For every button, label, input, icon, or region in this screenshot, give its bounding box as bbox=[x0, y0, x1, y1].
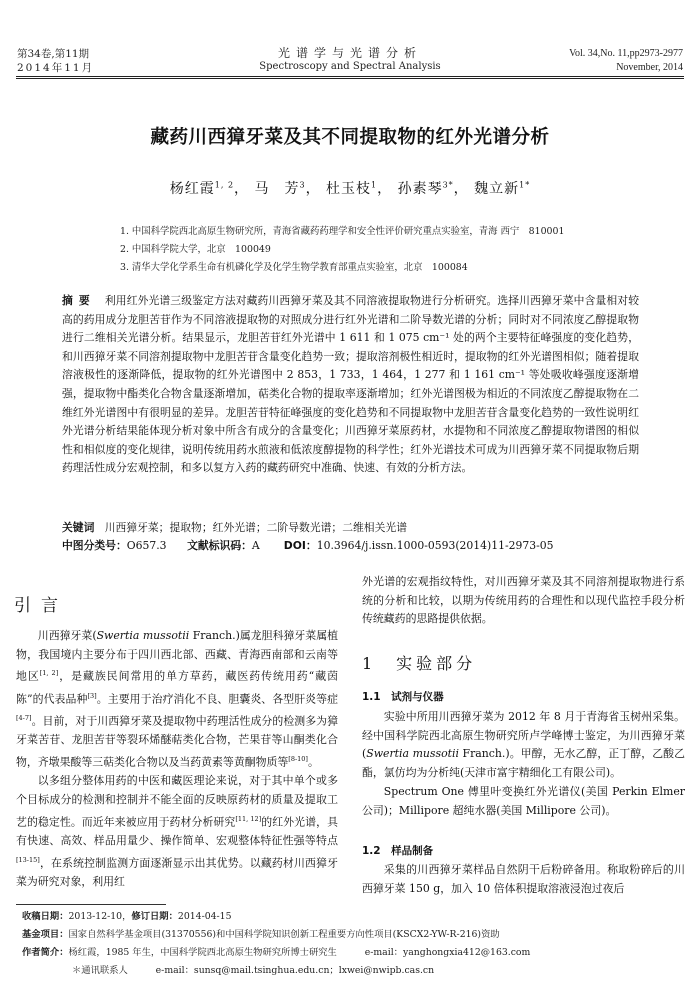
citation: [11, 12] bbox=[235, 814, 262, 823]
affiliation: 1. 中国科学院西北高原生物研究所，青海省藏药药理学和安全性评价研究重点实验室，青海 西宁 810001 bbox=[120, 226, 565, 237]
keywords-text: 川西獐牙菜；提取物；红外光谱；二阶导数光谱；二维相关光谱 bbox=[104, 521, 407, 534]
keywords-label: 关键词 bbox=[62, 521, 95, 534]
issue-date: 2014年11月 bbox=[17, 62, 95, 74]
citation: [3] bbox=[87, 691, 97, 700]
abstract-label: 摘要 bbox=[62, 294, 96, 307]
intro-heading: 引言 bbox=[14, 596, 68, 616]
sample-prep-text: 采集的川西獐牙菜样品自然阴干后粉碎备用。称取粉碎后的川西獐牙菜 150 g，加入 10 倍体积提取溶液浸泡过夜后 bbox=[362, 863, 685, 895]
section-heading: 1 实验部分 bbox=[362, 654, 477, 673]
month-year: November, 2014 bbox=[616, 62, 683, 73]
author: 杜玉枝$^1$ bbox=[326, 180, 378, 197]
journal-pages-info bbox=[569, 47, 683, 75]
footnote-rule bbox=[16, 904, 166, 905]
intro-paragraph: 以多组分整体用药的中医和藏医理论来说，对于其中单个或多个目标成分的检测和控制并不能全面的反映原药材的质量及提取工艺的稳定性。而近年来被应用于药材分析研究[11, 12]的红外光谱，具有快速、高效、样品用量少、操作简单、宏观整体特征性强等特点[13-15]，在系统控制监测方面逐渐显示出其优势。以藏药材川西獐牙菜为研究对象，利用红 bbox=[16, 774, 338, 889]
journal-volume-info bbox=[17, 47, 94, 75]
citation: [1, 2] bbox=[39, 669, 59, 678]
intro-body bbox=[16, 627, 338, 892]
reagents-text: 实验中所用川西獐牙菜为 2012 年 8 月于青海省玉树州采集。经中国科学院西北高原生物研究所卢学峰博士鉴定，为川西獐牙菜(Swertia mussotii Franch.)。甲醇，无水乙醇，正丁醇，乙酸乙酯，氯仿均为分析纯(天津市富宇精细化工有限公司)。 Spectrum One 傅里叶变换红外光谱仪(美国 Perkin Elmer公司)；Millipore 超纯水器(美国 Millipore 公司)。 bbox=[362, 710, 686, 817]
clc-label: 中图分类号： bbox=[62, 539, 127, 552]
abstract-text: 利用红外光谱三级鉴定方法对藏药川西獐牙菜及其不同溶液提取物进行分析研究。选择川西獐牙菜中含量相对较高的药用成分龙胆苦苷作为不同溶液提取物的对照成分进行红外光谱和二阶导数光谱的分析；同时对不同浓度乙醇提取物进行二维相关光谱分析。结果显示，龙胆苦苷红外光谱中 1 611 和 1 075 cm⁻¹ 处的两个主要特征峰强度的变化趋势，和川西獐牙菜不同溶剂提取物中龙胆苦苷含量变化趋势一致；提取溶剂极性相近时，提取物的红外光谱图相似；随着提取溶液极性的逐渐降低，提取物的红外光谱图中 2 853，1 733，1 464，1 277 和 1 161 cm⁻¹ 等处吸收峰强度逐渐增强，提取物中酯类化合物含量逐渐增加，萜类化合物的提取率逐渐增加；红外光谱图极为相近的不同浓度乙醇提取物在二维红外光谱图中有很明显的差异。龙胆苦苷特征峰强度的变化趋势和不同提取物中龙胆苦苷含量变化趋势的一致性说明红外光谱分析结果能体现分析对象中所含有成分的含量变化；川西獐牙菜原药材，水提物和不同浓度乙醇提取物谱图的相似性和相似度的变化规律，说明传统用药水煎液和低浓度醇提物的科学性；红外光谱技术可成为川西獐牙菜不同提取物后期药理活性成分宏观控制，和多以复方入药的藏药研究中准确、快速、有效的分析方法。 bbox=[62, 294, 639, 475]
affiliation: 3. 清华大学化学系生命有机磷化学及化学生物学教育部重点实验室，北京 100084 bbox=[120, 262, 468, 273]
author-list: 杨红霞$^{1, 2}$， 马 芳$^3$， 杜玉枝$^1$， 孙素琴$^{3*}$， 魏立新$^{1*}$ bbox=[169, 180, 531, 197]
citation: [4-7] bbox=[16, 714, 32, 723]
citation: [13-15] bbox=[16, 855, 40, 864]
doi-value: 10.3964/j.issn.1000-0593(2014)11-2973-05 bbox=[316, 539, 554, 552]
paper-title: 藏药川西獐牙菜及其不同提取物的红外光谱分析 bbox=[150, 127, 550, 148]
footnote-fund: 基金项目：国家自然科学基金项目(31370556)和中国科学院知识创新工程重要方向性项目(KSCX2-YW-R-216)资助 bbox=[22, 929, 500, 940]
author: 杨红霞$^{1, 2}$ bbox=[169, 180, 235, 197]
doc-code-label: 文献标识码： bbox=[187, 539, 252, 552]
volume-issue: 第34卷,第11期 bbox=[17, 48, 90, 60]
subsection-heading: 1.2 样品制备 bbox=[362, 845, 434, 857]
journal-name bbox=[200, 46, 500, 73]
doc-code-value: A bbox=[251, 539, 260, 552]
doi-label: DOI： bbox=[283, 539, 317, 552]
author: 马 芳$^3$ bbox=[254, 180, 306, 197]
footnote-dates: 收稿日期：2013-12-10，修订日期：2014-04-15 bbox=[22, 911, 232, 922]
author: 魏立新$^{1*}$ bbox=[474, 180, 531, 197]
header-rule-bottom bbox=[16, 78, 684, 79]
journal-name-en: Spectroscopy and Spectral Analysis bbox=[259, 61, 441, 72]
vol-pages: Vol. 34,No. 11,pp2973-2977 bbox=[569, 48, 683, 59]
classification bbox=[62, 537, 662, 555]
intro-continuation: 外光谱的宏观指纹特性，对川西獐牙菜及其不同溶剂提取物进行系统的分析和比较，以期为传统用药的合理性和以现代监控手段分析传统藏药的思路提供依据。 bbox=[362, 575, 685, 626]
keywords bbox=[62, 519, 652, 537]
footnote-author: 作者简介：杨红霞，1985 年生，中国科学院西北高原生物研究所博士研究生 e-mail：yanghongxia412@163.com bbox=[22, 947, 531, 958]
footnote-correspondence: ＊通讯联系人 e-mail：sunsq@mail.tsinghua.edu.cn；lxwei@nwipb.cas.cn bbox=[72, 965, 435, 976]
clc-value: O657.3 bbox=[126, 539, 167, 552]
subsection-heading: 1.1 试剂与仪器 bbox=[362, 691, 444, 703]
journal-name-cn: 光谱学与光谱分析 bbox=[277, 46, 422, 60]
abstract bbox=[62, 292, 639, 478]
author: 孙素琴$^{3*}$ bbox=[397, 180, 454, 197]
latin-name: Swertia mussotii bbox=[96, 629, 190, 642]
citation: [8-10] bbox=[288, 755, 308, 764]
affiliation: 2. 中国科学院大学，北京 100049 bbox=[120, 244, 271, 255]
intro-paragraph: 川西獐牙菜(Swertia mussotii Franch.)属龙胆科獐牙菜属植物，我国境内主要分布于四川西北部、西藏、青海西南部和云南等地区[1, 2]，是藏族民间常用的单方草药，藏医药传统用药“藏茵陈”的代表品种[3]。主要用于治疗消化不良、胆囊炎、各型肝炎等症[4-7]。目前，对于川西獐牙菜及提取物中药理活性成分的检测多为獐牙菜苦苷、龙胆苦苷等裂环烯醚萜类化合物，芒果苷等山酮类化合物，齐墩果酸等三萜类化合物以及当药黄素等黄酮物质等[8-10]。 bbox=[16, 629, 338, 769]
header-rule-top bbox=[16, 76, 684, 77]
latin-name: Swertia mussotii bbox=[366, 747, 459, 761]
